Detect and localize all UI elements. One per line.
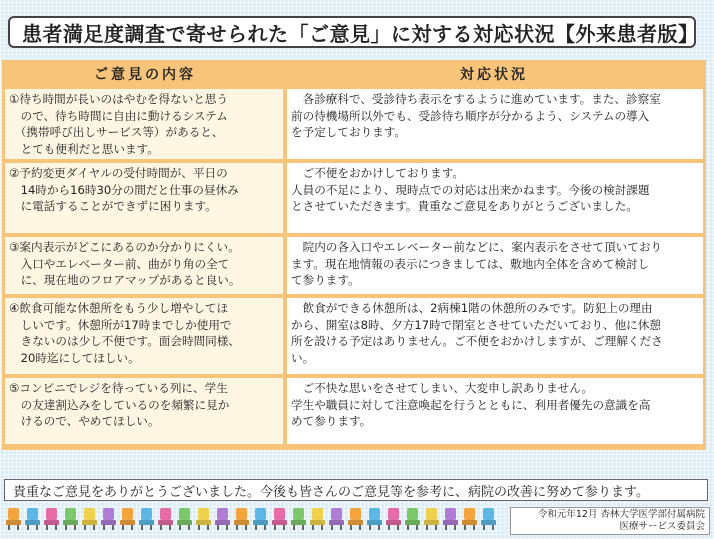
chair-icon	[329, 508, 344, 530]
header-opinion: ご意見の内容	[94, 67, 196, 83]
chair-icon	[272, 508, 287, 530]
chair-icon	[25, 508, 40, 530]
response-table	[2, 60, 706, 450]
chair-icon	[101, 508, 116, 530]
chair-icon	[63, 508, 78, 530]
opinion-cell: ②予約変更ダイヤルの受付時間が、平日の 14時から16時30分の間だと仕事の昼休み に電話することができずに困ります。	[5, 163, 283, 233]
chair-decoration	[6, 508, 496, 534]
opinion-cell: ⑤コンビニでレジを待っている列に、学生 の友達割込みをしているのを頻繁に見か けるので、やめてほしい。	[5, 378, 283, 444]
table-header	[5, 63, 703, 85]
chair-icon	[82, 508, 97, 530]
chair-icon	[215, 508, 230, 530]
table-row	[5, 89, 703, 159]
chair-icon	[177, 508, 192, 530]
table-row	[5, 237, 703, 294]
footer-message: 貴重なご意見をありがとうございました。今後も皆さんのご意見等を参考に、病院の改善に努めて参ります。	[13, 484, 649, 500]
header-response: 対応状況	[460, 67, 528, 83]
chair-icon	[386, 508, 401, 530]
chair-icon	[253, 508, 268, 530]
chair-icon	[44, 508, 59, 530]
chair-icon	[291, 508, 306, 530]
footer-message-box	[4, 479, 708, 501]
chair-icon	[234, 508, 249, 530]
chair-icon	[405, 508, 420, 530]
chair-icon	[424, 508, 439, 530]
table-row	[5, 378, 703, 444]
response-cell: 各診療科で、受診待ち表示をするように進めています。また、診察室 前の待機場所以外でも、受診待ち順序が分かるよう、システムの導入 を予定しております。	[287, 89, 703, 159]
opinion-cell: ①待ち時間が長いのはやむを得ないと思う ので、待ち時間に自由に動けるシステム （携帯呼び出しサービス等）があると、 とても便利だと思います。	[5, 89, 283, 159]
table-row	[5, 163, 703, 233]
credit-line-2: 医療サービス委員会	[619, 521, 705, 532]
chair-icon	[367, 508, 382, 530]
page-title-box	[8, 16, 699, 48]
credit-box	[510, 507, 710, 535]
table-row	[5, 298, 703, 374]
chair-icon	[120, 508, 135, 530]
chair-icon	[310, 508, 325, 530]
chair-icon	[443, 508, 458, 530]
response-cell: ご不便をおかけしております。 人員の不足により、現時点での対応は出来かねます。今後の検討課題 とさせていただきます。貴重なご意見をありがとうございました。	[287, 163, 703, 233]
response-cell: ご不快な思いをさせてしまい、大変申し訳ありません。 学生や職員に対して注意喚起を行うとともに、利用者優先の意識を高 めて参ります。	[287, 378, 703, 444]
page-title: 患者満足度調査で寄せられた「ご意見」に対する対応状況【外来患者版】	[22, 21, 699, 46]
chair-icon	[139, 508, 154, 530]
opinion-cell: ④飲食可能な休憩所をもう少し増やしてほ しいです。休憩所が17時までしか使用で きないのは少し不便です。面会時間同様、 20時迄にしてほしい。	[5, 298, 283, 374]
opinion-cell: ③案内表示がどこにあるのか分かりにくい。 入口やエレベーター前、曲がり角の全て に、現在地のフロアマップがあると良い。	[5, 237, 283, 294]
response-cell: 飲食ができる休憩所は、2病棟1階の休憩所のみです。防犯上の理由 から、開室は8時、夕方17時で閉室とさせていただいており、他に休憩 所を設ける予定はありません。ご不便をおかけしますが、ご理解くださ い。	[287, 298, 703, 374]
chair-icon	[348, 508, 363, 530]
chair-icon	[158, 508, 173, 530]
chair-icon	[481, 508, 496, 530]
response-cell: 院内の各入口やエレベーター前などに、案内表示をさせて頂いており ます。現在地情報の表示につきましては、敷地内全体を含めて検討し て参ります。	[287, 237, 703, 294]
credit-line-1: 令和元年12月 杏林大学医学部付属病院	[537, 509, 705, 520]
chair-icon	[462, 508, 477, 530]
chair-icon	[196, 508, 211, 530]
chair-icon	[6, 508, 21, 530]
